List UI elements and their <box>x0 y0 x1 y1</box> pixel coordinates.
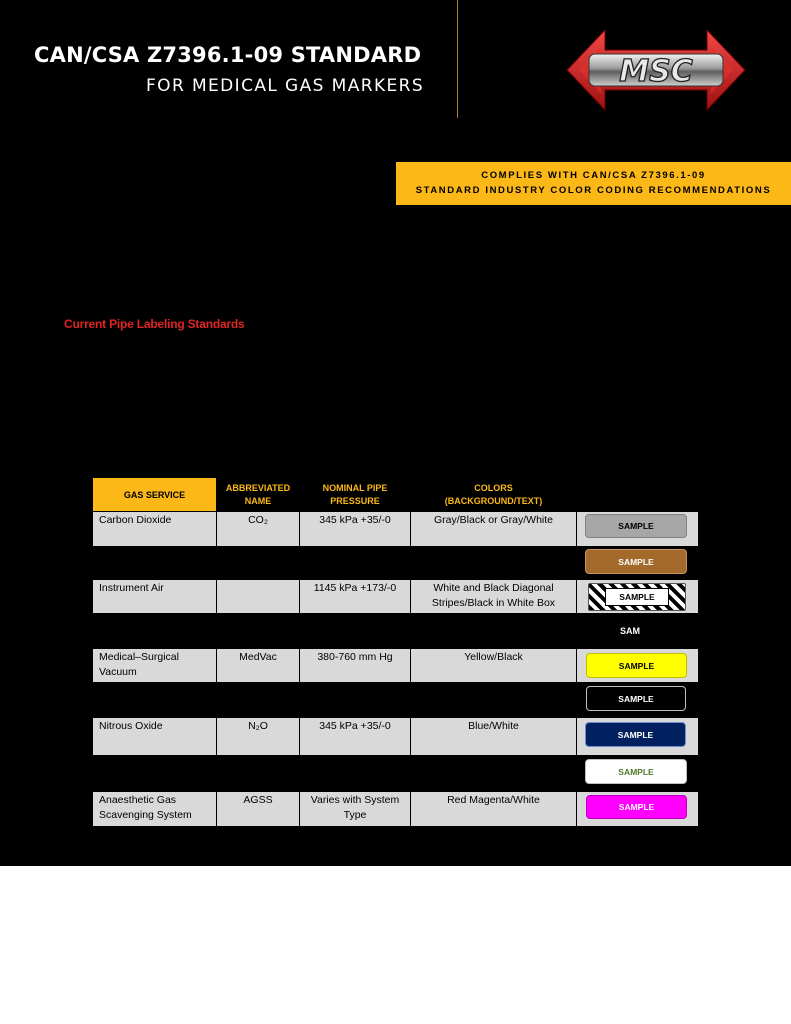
header-divider <box>457 0 458 118</box>
table-cell-gas: Nitrous Oxide <box>93 718 216 755</box>
banner-line-2: STANDARD INDUSTRY COLOR CODING RECOMMENDATIONS <box>415 185 772 196</box>
table-cell-colors: Yellow/Black <box>411 649 576 682</box>
table-cell-colors: Blue/White <box>411 718 576 755</box>
header-nominal-pipe-pressure: NOMINAL PIPE PRESSURE <box>322 483 388 506</box>
table-cell-pressure: Varies with System Type <box>300 792 410 826</box>
sample-swatch-partial: SAM <box>620 626 640 636</box>
table-cell-gas: Instrument Air <box>93 580 216 613</box>
header-abbreviated-name: ABBREVIATED NAME <box>225 483 291 506</box>
sample-swatch-white: SAMPLE <box>585 759 687 784</box>
compliance-banner <box>396 162 791 205</box>
page-subtitle: FOR MEDICAL GAS MARKERS <box>146 76 425 96</box>
table-cell-abbr: AGSS <box>217 792 299 826</box>
table-cell-gas: Medical–Surgical Vacuum <box>93 649 216 682</box>
table-cell-colors: White and Black Diagonal Stripes/Black in White Box <box>411 580 576 613</box>
sample-swatch-yellow: SAMPLE <box>586 653 687 678</box>
sample-swatch-brown: SAMPLE <box>585 549 687 574</box>
table-cell-abbr: N₂O <box>217 718 299 755</box>
table-cell-gas: Anaesthetic Gas Scavenging System <box>93 792 216 826</box>
table-cell-colors: Red Magenta/White <box>411 792 576 826</box>
table-cell-pressure: 345 kPa +35/-0 <box>300 512 410 546</box>
table-cell-abbr <box>217 580 299 613</box>
table-cell-abbr: CO₂ <box>217 512 299 546</box>
msc-logo <box>565 26 747 114</box>
table-cell-pressure: 345 kPa +35/-0 <box>300 718 410 755</box>
sample-swatch-magenta: SAMPLE <box>586 795 687 819</box>
sample-swatch-blue: SAMPLE <box>585 722 686 747</box>
table-cell-colors: Gray/Black or Gray/White <box>411 512 576 546</box>
header-gas-service: GAS SERVICE <box>93 478 216 511</box>
table-cell-gas: Carbon Dioxide <box>93 512 216 546</box>
table-cell-abbr: MedVac <box>217 649 299 682</box>
table-cell-pressure: 1145 kPa +173/-0 <box>300 580 410 613</box>
sample-swatch-striped-label: SAMPLE <box>605 588 669 606</box>
table-cell-pressure: 380-760 mm Hg <box>300 649 410 682</box>
sample-swatch-striped <box>588 583 686 611</box>
banner-line-1: COMPLIES WITH CAN/CSA Z7396.1-09 <box>481 170 706 181</box>
section-heading: Current Pipe Labeling Standards <box>64 317 245 331</box>
header-colors: COLORS (BACKGROUND/TEXT) <box>444 483 543 506</box>
sample-swatch-gray: SAMPLE <box>585 514 687 538</box>
sample-swatch-black: SAMPLE <box>586 686 686 711</box>
logo-text: MSC <box>619 54 693 89</box>
page-title: CAN/CSA Z7396.1-09 STANDARD <box>34 43 422 67</box>
